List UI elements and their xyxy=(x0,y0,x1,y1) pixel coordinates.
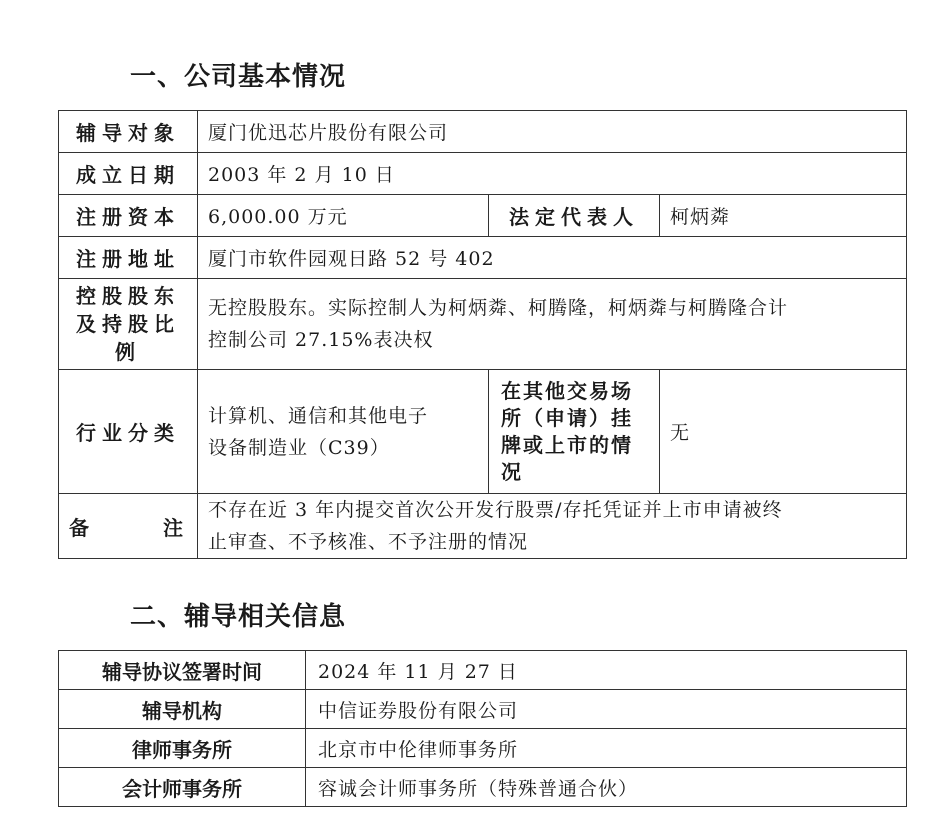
other-listing-label-line: 牌或上市的情 xyxy=(501,432,633,457)
address-label: 注册地址 xyxy=(59,237,198,279)
law-firm-label: 律师事务所 xyxy=(59,729,306,768)
controlling-shareholder-value xyxy=(198,279,907,370)
table-row xyxy=(59,729,907,768)
other-listing-label-line: 在其他交易场 xyxy=(501,378,633,403)
address-value: 厦门市软件园观日路 52 号 402 xyxy=(198,237,907,279)
target-value: 厦门优迅芯片股份有限公司 xyxy=(198,111,907,153)
table-row xyxy=(59,651,907,690)
table-row xyxy=(59,237,907,279)
table-row xyxy=(59,111,907,153)
remark-label-char: 注 xyxy=(163,515,183,540)
industry-value-line: 设备制造业（C39） xyxy=(208,436,390,459)
section-1-title: 一、公司基本情况 xyxy=(130,62,347,92)
capital-label: 注册资本 xyxy=(59,195,198,237)
table-row xyxy=(59,195,907,237)
section-2-title: 二、辅导相关信息 xyxy=(130,602,347,632)
table-row xyxy=(59,494,907,559)
accounting-firm-label: 会计师事务所 xyxy=(59,768,306,807)
signing-date-label: 辅导协议签署时间 xyxy=(59,651,306,690)
controlling-value-line: 无控股股东。实际控制人为柯炳粦、柯腾隆，柯炳粦与柯腾隆合计 xyxy=(208,297,789,319)
company-basic-info-table xyxy=(58,110,907,559)
controlling-shareholder-label xyxy=(59,279,198,370)
table-row xyxy=(59,370,907,494)
law-firm-value: 北京市中伦律师事务所 xyxy=(306,729,907,768)
capital-value: 6,000.00 万元 xyxy=(198,195,489,237)
table-row xyxy=(59,279,907,370)
remark-value xyxy=(198,494,907,559)
industry-value xyxy=(198,370,489,494)
remark-value-line: 不存在近 3 年内提交首次公开发行股票/存托凭证并上市申请被终 xyxy=(208,499,783,521)
founded-value: 2003 年 2 月 10 日 xyxy=(198,153,907,195)
controlling-value-line: 控制公司 27.15%表决权 xyxy=(208,329,434,351)
industry-label: 行业分类 xyxy=(59,370,198,494)
controlling-label-line: 及持股比 xyxy=(76,312,180,336)
signing-date-value: 2024 年 11 月 27 日 xyxy=(306,651,907,690)
table-row xyxy=(59,153,907,195)
other-listing-label xyxy=(489,370,660,494)
remark-value-line: 止审查、不予核准、不予注册的情况 xyxy=(208,531,529,553)
tutoring-institution-label: 辅导机构 xyxy=(59,690,306,729)
other-listing-label-line: 况 xyxy=(501,459,523,484)
remark-label-char: 备 xyxy=(69,515,89,540)
industry-value-line: 计算机、通信和其他电子 xyxy=(208,404,429,427)
founded-label: 成立日期 xyxy=(59,153,198,195)
target-label: 辅导对象 xyxy=(59,111,198,153)
remark-label xyxy=(59,494,198,559)
tutoring-info-table xyxy=(58,650,907,807)
accounting-firm-value: 容诚会计师事务所（特殊普通合伙） xyxy=(306,768,907,807)
legal-rep-label: 法定代表人 xyxy=(489,195,660,237)
other-listing-label-line: 所（申请）挂 xyxy=(501,405,633,430)
table-row xyxy=(59,690,907,729)
table-row xyxy=(59,768,907,807)
controlling-label-line: 控股股东 xyxy=(76,284,180,308)
other-listing-value: 无 xyxy=(660,370,907,494)
tutoring-institution-value: 中信证券股份有限公司 xyxy=(306,690,907,729)
legal-rep-value: 柯炳粦 xyxy=(660,195,907,237)
controlling-label-line: 例 xyxy=(115,340,141,364)
